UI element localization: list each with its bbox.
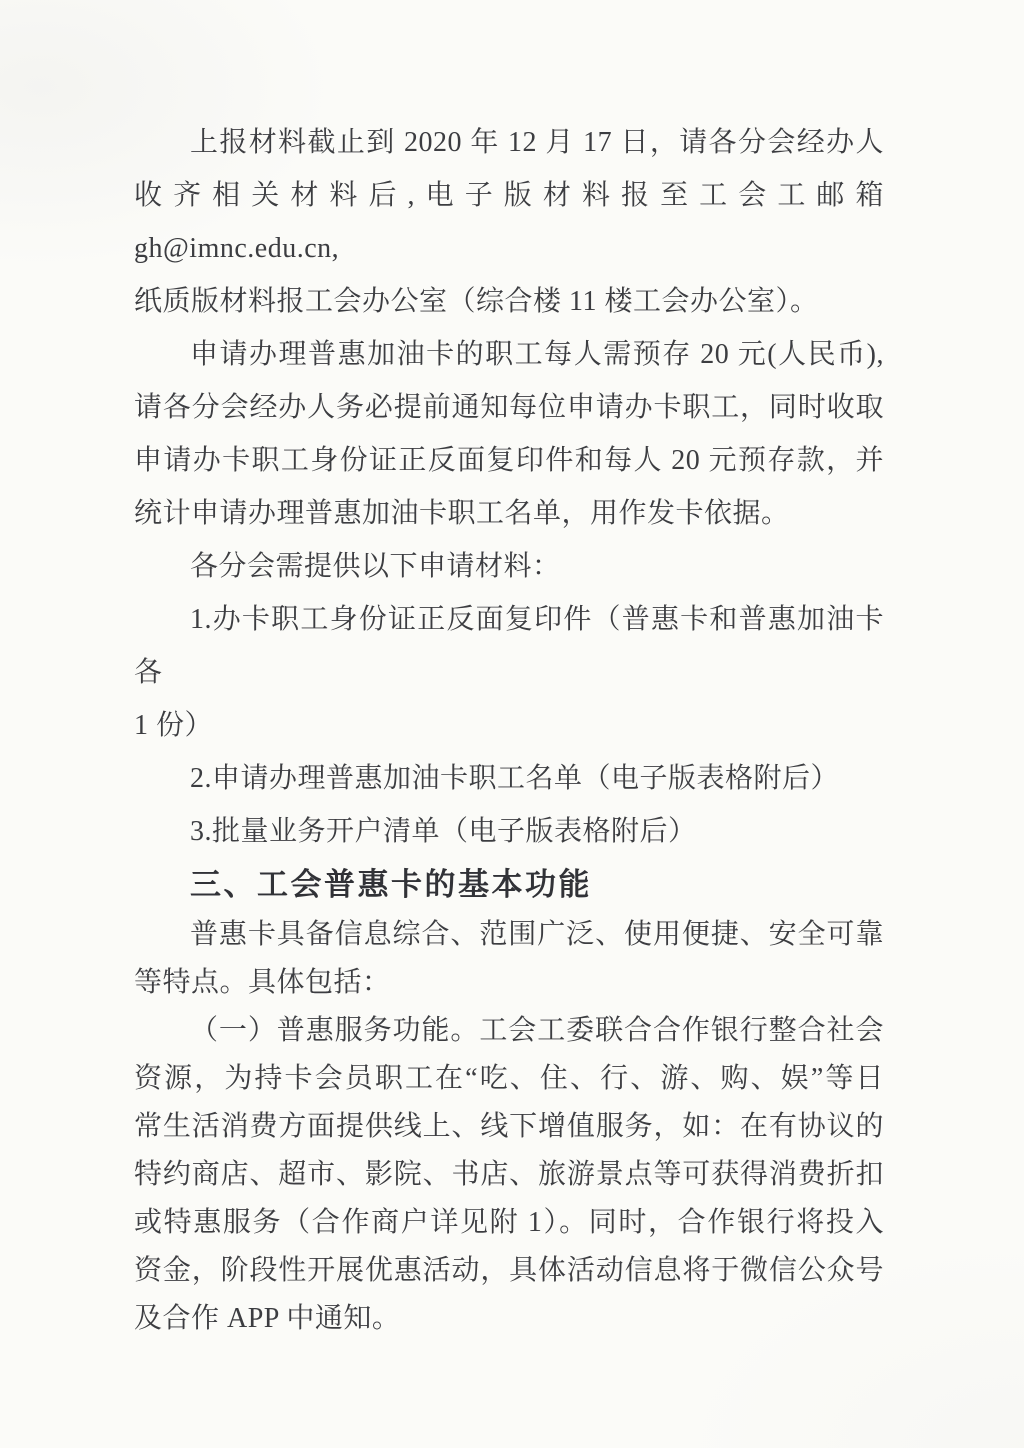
section-heading: 三、工会普惠卡的基本功能 <box>190 867 592 902</box>
document-line: 请各分会经办人务必提前通知每位申请办卡职工，同时收取 <box>134 392 884 423</box>
document-line: 等特点。具体包括： <box>134 967 391 998</box>
document-line: 普惠卡具备信息综合、范围广泛、使用便捷、安全可靠 <box>190 919 884 950</box>
document-line: 纸质版材料报工会办公室（综合楼 11 楼工会办公室）。 <box>134 286 819 317</box>
document-line: 常生活消费方面提供线上、线下增值服务，如：在有协议的 <box>134 1111 884 1142</box>
document-line: 资金，阶段性开展优惠活动，具体活动信息将于微信公众号 <box>134 1255 884 1286</box>
document-line: 及合作 APP 中通知。 <box>134 1303 401 1334</box>
document-line: 上报材料截止到 2020 年 12 月 17 日，请各分会经办人 <box>190 127 884 158</box>
list-item-line: 3.批量业务开户清单（电子版表格附后） <box>190 816 697 847</box>
list-item-line: 2.申请办理普惠加油卡职工名单（电子版表格附后） <box>190 763 840 794</box>
list-item-line: 1.办卡职工身份证正反面复印件（普惠卡和普惠加油卡各 <box>134 604 884 688</box>
document-line: 各分会需提供以下申请材料： <box>190 551 561 582</box>
document-line: 统计申请办理普惠加油卡职工名单，用作发卡依据。 <box>134 498 790 529</box>
document-line: 资源，为持卡会员职工在“吃、住、行、游、购、娱”等日 <box>134 1063 884 1094</box>
list-item-line: 1 份） <box>134 710 214 741</box>
document-line: 特约商店、超市、影院、书店、旅游景点等可获得消费折扣 <box>134 1159 884 1190</box>
document-line: （一）普惠服务功能。工会工委联合合作银行整合社会 <box>190 1015 884 1046</box>
document-line: 申请办理普惠加油卡的职工每人需预存 20 元(人民币), <box>190 339 884 370</box>
document-text-block <box>134 116 884 1343</box>
document-line: 申请办卡职工身份证正反面复印件和每人 20 元预存款，并 <box>134 445 884 476</box>
document-line: 收齐相关材料后,电子版材料报至工会工邮箱 gh@imnc.edu.cn, <box>134 180 884 264</box>
document-line: 或特惠服务（合作商户详见附 1）。同时，合作银行将投入 <box>134 1207 884 1238</box>
